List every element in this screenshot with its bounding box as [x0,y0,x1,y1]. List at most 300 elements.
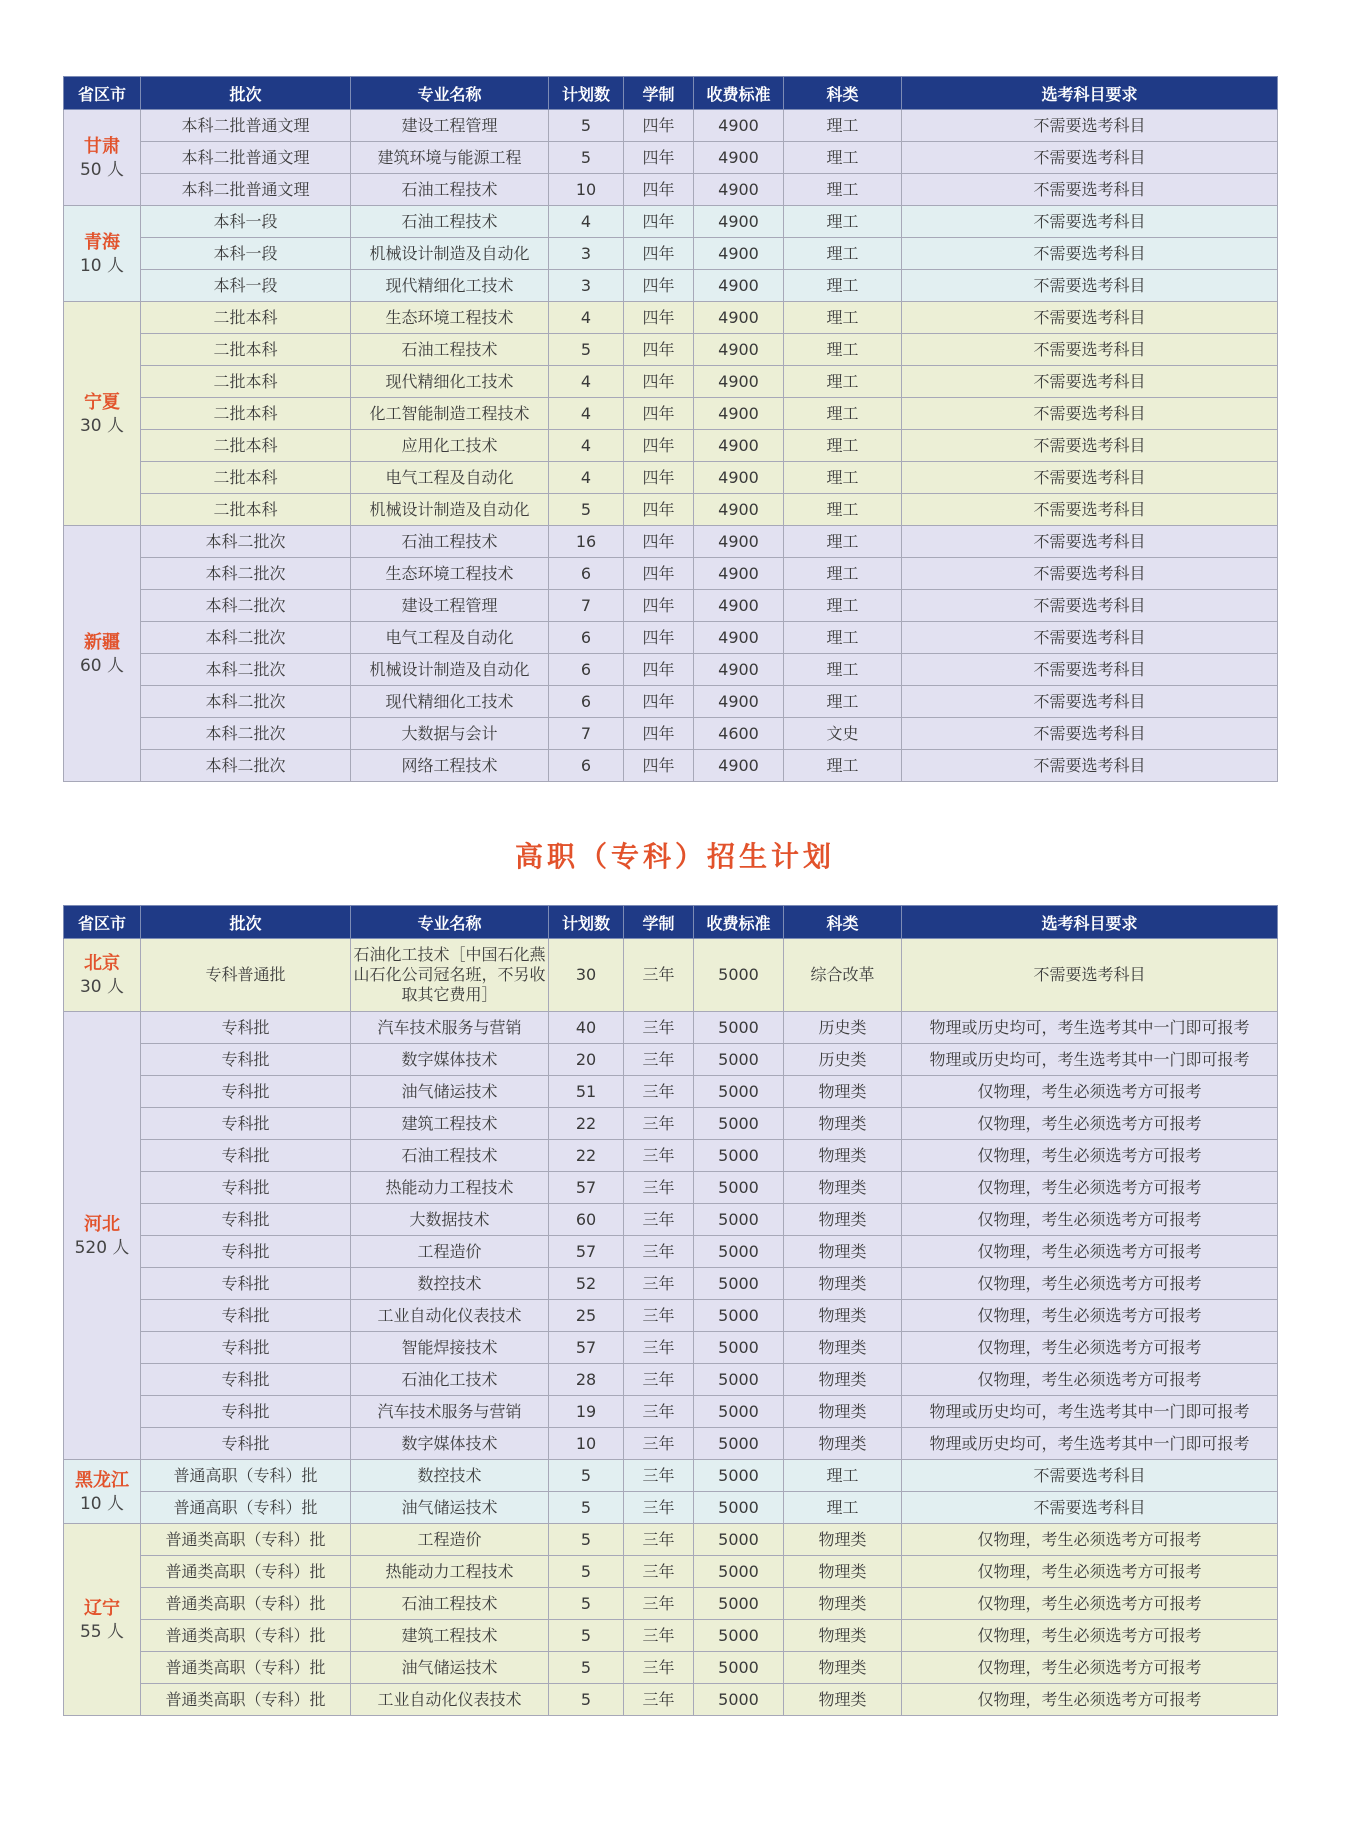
requirement-cell: 不需要选考科目 [902,238,1278,270]
table-row [64,558,1278,590]
major-cell: 建设工程管理 [351,110,549,142]
plan-count-cell: 6 [549,654,624,686]
major-cell: 大数据与会计 [351,718,549,750]
requirement-cell: 仅物理，考生必须选考方可报考 [902,1076,1278,1108]
category-cell: 物理类 [784,1332,902,1364]
category-cell: 文史 [784,718,902,750]
table-row [64,302,1278,334]
category-cell: 物理类 [784,1428,902,1460]
col-header-batch: 批次 [141,77,351,110]
category-cell: 物理类 [784,1236,902,1268]
province-name: 新疆 [84,631,120,653]
plan-count-cell: 28 [549,1364,624,1396]
table-row [64,1492,1278,1524]
duration-cell: 四年 [624,270,694,302]
duration-cell: 三年 [624,1300,694,1332]
requirement-cell: 仅物理，考生必须选考方可报考 [902,1236,1278,1268]
table-row [64,1364,1278,1396]
batch-cell: 专科批 [141,1268,351,1300]
fee-cell: 4900 [694,590,784,622]
fee-cell: 4900 [694,270,784,302]
category-cell: 理工 [784,302,902,334]
plan-count-cell: 6 [549,750,624,782]
plan-count-cell: 5 [549,1492,624,1524]
major-cell: 数控技术 [351,1460,549,1492]
table-header-row [64,77,1278,110]
requirement-cell: 不需要选考科目 [902,494,1278,526]
col-header-province: 省区市 [64,77,141,110]
fee-cell: 4900 [694,558,784,590]
category-cell: 物理类 [784,1684,902,1716]
fee-cell: 4900 [694,462,784,494]
plan-count-cell: 5 [549,1524,624,1556]
fee-cell: 4900 [694,238,784,270]
requirement-cell: 不需要选考科目 [902,206,1278,238]
table-row [64,1044,1278,1076]
category-cell: 理工 [784,1492,902,1524]
major-cell: 油气储运技术 [351,1076,549,1108]
fee-cell: 5000 [694,1396,784,1428]
batch-cell: 本科二批次 [141,718,351,750]
major-cell: 机械设计制造及自动化 [351,654,549,686]
major-cell: 油气储运技术 [351,1492,549,1524]
requirement-cell: 不需要选考科目 [902,1460,1278,1492]
category-cell: 理工 [784,558,902,590]
table-row [64,718,1278,750]
major-cell: 机械设计制造及自动化 [351,238,549,270]
duration-cell: 三年 [624,1396,694,1428]
category-cell: 理工 [784,654,902,686]
major-cell: 数字媒体技术 [351,1428,549,1460]
province-cell [64,1012,141,1460]
major-cell: 电气工程及自动化 [351,622,549,654]
batch-cell: 专科普通批 [141,939,351,1012]
col-header-requirement: 选考科目要求 [902,906,1278,939]
duration-cell: 三年 [624,1524,694,1556]
requirement-cell: 物理或历史均可，考生选考其中一门即可报考 [902,1428,1278,1460]
category-cell: 理工 [784,750,902,782]
category-cell: 理工 [784,206,902,238]
duration-cell: 三年 [624,1620,694,1652]
batch-cell: 本科一段 [141,206,351,238]
plan-count-cell: 57 [549,1236,624,1268]
category-cell: 理工 [784,142,902,174]
requirement-cell: 不需要选考科目 [902,1492,1278,1524]
requirement-cell: 仅物理，考生必须选考方可报考 [902,1684,1278,1716]
fee-cell: 5000 [694,1012,784,1044]
plan-count-cell: 5 [549,1460,624,1492]
batch-cell: 二批本科 [141,462,351,494]
batch-cell: 专科批 [141,1300,351,1332]
table-row [64,526,1278,558]
fee-cell: 4600 [694,718,784,750]
plan-count-cell: 4 [549,430,624,462]
col-header-fee: 收费标准 [694,906,784,939]
plan-count-cell: 57 [549,1332,624,1364]
major-cell: 网络工程技术 [351,750,549,782]
batch-cell: 专科批 [141,1172,351,1204]
batch-cell: 普通高职（专科）批 [141,1460,351,1492]
fee-cell: 5000 [694,1556,784,1588]
batch-cell: 本科二批次 [141,558,351,590]
duration-cell: 三年 [624,1492,694,1524]
category-cell: 理工 [784,686,902,718]
fee-cell: 5000 [694,1652,784,1684]
batch-cell: 本科二批普通文理 [141,110,351,142]
batch-cell: 普通类高职（专科）批 [141,1652,351,1684]
table-body [64,110,1278,782]
requirement-cell: 仅物理，考生必须选考方可报考 [902,1332,1278,1364]
requirement-cell: 不需要选考科目 [902,174,1278,206]
major-cell: 石油工程技术 [351,1588,549,1620]
plan-count-cell: 60 [549,1204,624,1236]
requirement-cell: 仅物理，考生必须选考方可报考 [902,1652,1278,1684]
plan-count-cell: 30 [549,939,624,1012]
province-cell [64,1524,141,1716]
plan-count-cell: 22 [549,1140,624,1172]
batch-cell: 普通类高职（专科）批 [141,1588,351,1620]
requirement-cell: 不需要选考科目 [902,558,1278,590]
batch-cell: 专科批 [141,1044,351,1076]
batch-cell: 本科二批次 [141,622,351,654]
requirement-cell: 仅物理，考生必须选考方可报考 [902,1364,1278,1396]
major-cell: 石油工程技术 [351,334,549,366]
batch-cell: 专科批 [141,1236,351,1268]
province-name: 青海 [84,231,120,253]
category-cell: 历史类 [784,1012,902,1044]
fee-cell: 4900 [694,398,784,430]
duration-cell: 四年 [624,622,694,654]
table-row [64,1012,1278,1044]
fee-cell: 4900 [694,750,784,782]
batch-cell: 专科批 [141,1332,351,1364]
table-row [64,1524,1278,1556]
duration-cell: 四年 [624,302,694,334]
batch-cell: 本科二批次 [141,590,351,622]
plan-count-cell: 16 [549,526,624,558]
table-row [64,1332,1278,1364]
col-header-duration: 学制 [624,906,694,939]
duration-cell: 三年 [624,1684,694,1716]
category-cell: 理工 [784,174,902,206]
batch-cell: 专科批 [141,1396,351,1428]
duration-cell: 三年 [624,1460,694,1492]
batch-cell: 专科批 [141,1364,351,1396]
province-cell [64,302,141,526]
requirement-cell: 仅物理，考生必须选考方可报考 [902,1588,1278,1620]
table-row [64,939,1278,1012]
plan-count-cell: 5 [549,494,624,526]
vocational-plan-table [63,905,1278,1716]
table-row [64,366,1278,398]
major-cell: 机械设计制造及自动化 [351,494,549,526]
major-cell: 应用化工技术 [351,430,549,462]
table-row [64,1620,1278,1652]
batch-cell: 普通类高职（专科）批 [141,1620,351,1652]
requirement-cell: 不需要选考科目 [902,622,1278,654]
table-row [64,1588,1278,1620]
table-row [64,1108,1278,1140]
plan-count-cell: 6 [549,622,624,654]
category-cell: 理工 [784,110,902,142]
duration-cell: 三年 [624,1588,694,1620]
plan-count-cell: 7 [549,718,624,750]
fee-cell: 4900 [694,654,784,686]
requirement-cell: 不需要选考科目 [902,366,1278,398]
fee-cell: 4900 [694,302,784,334]
batch-cell: 本科二批次 [141,750,351,782]
plan-count-cell: 7 [549,590,624,622]
category-cell: 理工 [784,494,902,526]
plan-count-cell: 5 [549,142,624,174]
major-cell: 石油工程技术 [351,1140,549,1172]
plan-count-cell: 10 [549,1428,624,1460]
requirement-cell: 仅物理，考生必须选考方可报考 [902,1524,1278,1556]
category-cell: 物理类 [784,1588,902,1620]
batch-cell: 普通类高职（专科）批 [141,1524,351,1556]
duration-cell: 三年 [624,1044,694,1076]
fee-cell: 5000 [694,1204,784,1236]
batch-cell: 本科一段 [141,270,351,302]
category-cell: 物理类 [784,1140,902,1172]
province-total: 10 人 [79,1493,125,1514]
duration-cell: 三年 [624,1236,694,1268]
table-row [64,1204,1278,1236]
major-cell: 热能动力工程技术 [351,1172,549,1204]
table-row [64,430,1278,462]
col-header-duration: 学制 [624,77,694,110]
plan-count-cell: 4 [549,206,624,238]
table-row [64,270,1278,302]
major-cell: 汽车技术服务与营销 [351,1396,549,1428]
table-row [64,1268,1278,1300]
col-header-batch: 批次 [141,906,351,939]
requirement-cell: 仅物理，考生必须选考方可报考 [902,1300,1278,1332]
requirement-cell: 仅物理，考生必须选考方可报考 [902,1204,1278,1236]
fee-cell: 5000 [694,939,784,1012]
table-row [64,1460,1278,1492]
fee-cell: 5000 [694,1524,784,1556]
province-name: 北京 [84,953,120,974]
batch-cell: 普通高职（专科）批 [141,1492,351,1524]
table-row [64,1428,1278,1460]
plan-count-cell: 5 [549,1652,624,1684]
province-cell [64,1460,141,1524]
fee-cell: 5000 [694,1044,784,1076]
table-row [64,206,1278,238]
batch-cell: 二批本科 [141,494,351,526]
col-header-plan: 计划数 [549,906,624,939]
duration-cell: 三年 [624,1428,694,1460]
category-cell: 理工 [784,430,902,462]
table-row [64,398,1278,430]
major-cell: 化工智能制造工程技术 [351,398,549,430]
category-cell: 物理类 [784,1172,902,1204]
fee-cell: 4900 [694,174,784,206]
plan-count-cell: 25 [549,1300,624,1332]
requirement-cell: 不需要选考科目 [902,686,1278,718]
fee-cell: 5000 [694,1332,784,1364]
fee-cell: 5000 [694,1428,784,1460]
duration-cell: 四年 [624,366,694,398]
category-cell: 理工 [784,398,902,430]
duration-cell: 三年 [624,939,694,1012]
batch-cell: 专科批 [141,1108,351,1140]
duration-cell: 四年 [624,174,694,206]
major-cell: 工业自动化仪表技术 [351,1300,549,1332]
category-cell: 物理类 [784,1396,902,1428]
table-body [64,939,1278,1716]
major-cell: 石油化工技术 [351,1364,549,1396]
requirement-cell: 不需要选考科目 [902,526,1278,558]
category-cell: 物理类 [784,1204,902,1236]
plan-count-cell: 5 [549,1556,624,1588]
duration-cell: 三年 [624,1652,694,1684]
batch-cell: 二批本科 [141,430,351,462]
requirement-cell: 不需要选考科目 [902,142,1278,174]
province-total: 55 人 [79,1621,125,1642]
major-cell: 油气储运技术 [351,1652,549,1684]
requirement-cell: 仅物理，考生必须选考方可报考 [902,1268,1278,1300]
fee-cell: 5000 [694,1620,784,1652]
major-cell: 建筑环境与能源工程 [351,142,549,174]
plan-count-cell: 5 [549,110,624,142]
plan-count-cell: 6 [549,558,624,590]
requirement-cell: 不需要选考科目 [902,590,1278,622]
province-total: 30 人 [79,415,125,436]
fee-cell: 4900 [694,430,784,462]
duration-cell: 四年 [624,590,694,622]
plan-count-cell: 20 [549,1044,624,1076]
batch-cell: 二批本科 [141,334,351,366]
table-row [64,334,1278,366]
duration-cell: 四年 [624,238,694,270]
table-row [64,462,1278,494]
plan-count-cell: 5 [549,1620,624,1652]
category-cell: 历史类 [784,1044,902,1076]
batch-cell: 二批本科 [141,366,351,398]
fee-cell: 5000 [694,1108,784,1140]
duration-cell: 四年 [624,654,694,686]
fee-cell: 4900 [694,494,784,526]
requirement-cell: 不需要选考科目 [902,302,1278,334]
category-cell: 物理类 [784,1300,902,1332]
duration-cell: 三年 [624,1108,694,1140]
plan-count-cell: 6 [549,686,624,718]
table-row [64,1556,1278,1588]
category-cell: 物理类 [784,1556,902,1588]
category-cell: 物理类 [784,1108,902,1140]
requirement-cell: 不需要选考科目 [902,939,1278,1012]
duration-cell: 四年 [624,206,694,238]
province-total: 520 人 [74,1237,130,1258]
fee-cell: 4900 [694,686,784,718]
plan-count-cell: 10 [549,174,624,206]
table-row [64,238,1278,270]
category-cell: 理工 [784,238,902,270]
duration-cell: 三年 [624,1076,694,1108]
category-cell: 理工 [784,462,902,494]
province-name: 甘肃 [84,135,120,157]
category-cell: 物理类 [784,1620,902,1652]
duration-cell: 三年 [624,1140,694,1172]
requirement-cell: 不需要选考科目 [902,654,1278,686]
requirement-cell: 物理或历史均可，考生选考其中一门即可报考 [902,1396,1278,1428]
province-total: 10 人 [79,255,125,276]
duration-cell: 四年 [624,558,694,590]
province-total: 50 人 [79,159,125,180]
province-name: 宁夏 [84,391,120,413]
duration-cell: 四年 [624,750,694,782]
table-row [64,750,1278,782]
major-cell: 电气工程及自动化 [351,462,549,494]
fee-cell: 4900 [694,622,784,654]
duration-cell: 四年 [624,142,694,174]
requirement-cell: 不需要选考科目 [902,718,1278,750]
major-cell: 建设工程管理 [351,590,549,622]
batch-cell: 专科批 [141,1140,351,1172]
duration-cell: 四年 [624,718,694,750]
requirement-cell: 仅物理，考生必须选考方可报考 [902,1140,1278,1172]
col-header-major: 专业名称 [351,77,549,110]
duration-cell: 三年 [624,1364,694,1396]
batch-cell: 普通类高职（专科）批 [141,1684,351,1716]
fee-cell: 4900 [694,366,784,398]
fee-cell: 4900 [694,526,784,558]
province-cell [64,110,141,206]
section-title: 高职（专科）招生计划 [514,840,835,873]
plan-count-cell: 52 [549,1268,624,1300]
table-row [64,654,1278,686]
duration-cell: 三年 [624,1012,694,1044]
major-cell: 石油工程技术 [351,526,549,558]
province-name: 辽宁 [84,1597,120,1619]
category-cell: 物理类 [784,1364,902,1396]
undergraduate-plan-table [63,76,1278,782]
col-header-requirement: 选考科目要求 [902,77,1278,110]
fee-cell: 5000 [694,1460,784,1492]
province-name: 河北 [84,1213,120,1235]
requirement-cell: 仅物理，考生必须选考方可报考 [902,1172,1278,1204]
category-cell: 物理类 [784,1268,902,1300]
major-cell: 数控技术 [351,1268,549,1300]
fee-cell: 4900 [694,206,784,238]
major-cell: 石油工程技术 [351,206,549,238]
plan-count-cell: 3 [549,238,624,270]
category-cell: 综合改革 [784,939,902,1012]
duration-cell: 三年 [624,1332,694,1364]
category-cell: 理工 [784,1460,902,1492]
requirement-cell: 不需要选考科目 [902,430,1278,462]
table-row [64,1684,1278,1716]
batch-cell: 本科二批普通文理 [141,142,351,174]
major-cell: 现代精细化工技术 [351,270,549,302]
fee-cell: 4900 [694,110,784,142]
duration-cell: 三年 [624,1556,694,1588]
col-header-category: 科类 [784,906,902,939]
fee-cell: 5000 [694,1588,784,1620]
major-cell: 智能焊接技术 [351,1332,549,1364]
batch-cell: 专科批 [141,1076,351,1108]
category-cell: 物理类 [784,1524,902,1556]
fee-cell: 5000 [694,1236,784,1268]
col-header-fee: 收费标准 [694,77,784,110]
batch-cell: 本科二批次 [141,654,351,686]
requirement-cell: 物理或历史均可，考生选考其中一门即可报考 [902,1044,1278,1076]
batch-cell: 二批本科 [141,398,351,430]
requirement-cell: 不需要选考科目 [902,270,1278,302]
duration-cell: 三年 [624,1268,694,1300]
